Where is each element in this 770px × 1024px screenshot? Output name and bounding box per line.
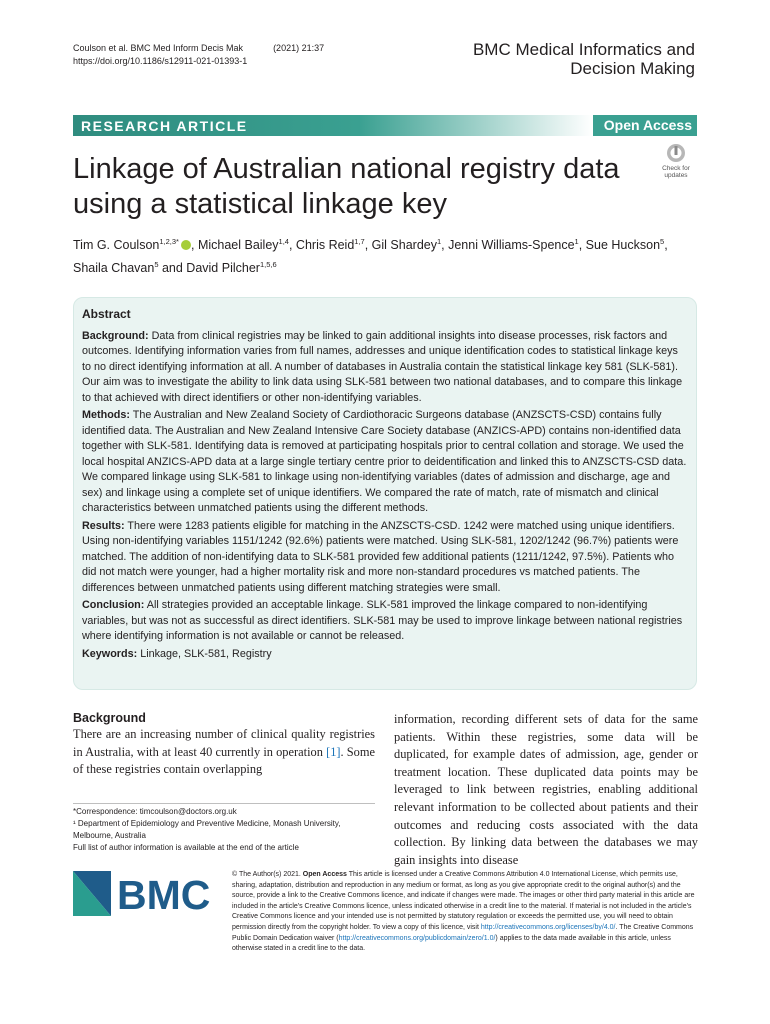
- body-paragraph: [73, 726, 375, 779]
- abstract-section-label: Background:: [82, 329, 149, 342]
- article-title-line2: using a statistical linkage key: [73, 188, 447, 220]
- section-heading-background: Background: [73, 711, 146, 725]
- abstract-box: [73, 297, 697, 690]
- author-separator: and: [158, 261, 187, 276]
- author-name: Gil Shardey: [371, 238, 437, 253]
- author-name: Jenni Williams-Spence: [448, 238, 575, 253]
- journal-name-line2: Decision Making: [570, 59, 695, 78]
- author-name: Tim G. Coulson: [73, 238, 160, 253]
- abstract-section-label: Conclusion:: [82, 599, 145, 611]
- author-affiliation: 1: [436, 237, 442, 246]
- body-text: . Some of these registries contain overlapping: [73, 744, 375, 777]
- abstract-section-text: Data from clinical registries may be linked to gain additional insights into disease processes, risk factors and outcomes. Identifying information varies from full names, addresses and unique identification codes to statistical linkage keys to no direct identifying information at all. A number of databases in Australia contain the statistical linkage key 581 (SLK-581). Our aim was to investigate the ability to link data using SLK-581 between two national databases, and to compare this linkage to that achieved with direct identifiers or other non-identifying variables.: [82, 329, 683, 404]
- footnote: [73, 806, 375, 854]
- author-affiliation: 1,4: [278, 237, 289, 246]
- author-affiliation: 1: [574, 237, 579, 246]
- license-text: [232, 870, 697, 955]
- copyright-text: © The Author(s) 2021.: [232, 871, 303, 878]
- body-right-column: [394, 711, 698, 869]
- abstract-section-text: The Australian and New Zealand Society of Cardiothoracic Surgeons database (ANZSCTS-CSD) contains fully identified data. The Australian and New Zealand Intensive Care Society database (ANZICS-APD) contains non-identified data together with SLK-581. Identifying data is removed at participating hospitals prior to central collation and storage. We used the local hospital ANZICS-APD data at a large single tertiary centre prior to deidentification and linked this to ANZSCTS-CSD data. We compared linkage using SLK-581 to linkage using non-identifying variables (dates of admission and discharge, age and sex) and linkage using a complete set of unique identifiers. We compared the rate of match, rate of mismatch and clinical characteristics between unmatched patients using the different methods.: [82, 409, 687, 514]
- author-separator: ,: [664, 238, 668, 253]
- abstract-section-label: Keywords:: [82, 647, 138, 660]
- author-name: Sue Huckson: [585, 238, 661, 253]
- author-name: Chris Reid: [295, 238, 355, 253]
- abstract-background: [82, 329, 688, 407]
- author-separator: ,: [288, 238, 296, 253]
- article-title: [73, 152, 633, 222]
- author-name: Michael Bailey: [197, 238, 279, 253]
- check-for-updates-badge[interactable]: [654, 142, 698, 180]
- author-separator: ,: [578, 238, 586, 253]
- orcid-icon[interactable]: [181, 240, 191, 250]
- abstract-section-label: Results:: [82, 519, 125, 532]
- journal-name: [473, 40, 695, 78]
- citation-text: Coulson et al. BMC Med Inform Decis Mak: [73, 43, 244, 53]
- article-type-label: RESEARCH ARTICLE: [81, 118, 248, 134]
- open-access-label: Open Access: [603, 117, 692, 133]
- citation-year: (2021) 21:37: [273, 43, 325, 53]
- citation-header: [73, 42, 324, 68]
- author-list: [73, 232, 703, 278]
- license-body: This article is licensed under a Creative Commons Attribution 4.0 International License, which permits use, sharing, adaptation, distribution and reproduction in any medium or format, as long as you give appropriate credit to the original author(s) and the source, provide a link to the Creative Commons licence, and indicate if changes were made. The images or other third party material in this article are included in the article's Creative Commons licence, unless indicated otherwise in a credit line to the material. If material is not included in the article's Creative Commons licence and your intended use is not permitted by statutory regulation or exceeds the permitted use, you will need to obtain permission directly from the copyright holder. To view a copy of this licence, visit: [232, 871, 695, 931]
- citation-link[interactable]: [1]: [326, 744, 341, 759]
- bmc-logo: [73, 871, 218, 916]
- abstract-keywords: [82, 647, 688, 663]
- body-left-column: [73, 711, 375, 779]
- doi-link[interactable]: https://doi.org/10.1186/s12911-021-01393-1: [73, 56, 248, 66]
- body-paragraph: information, recording different sets of data for the same patients. Within these registries, some data will be duplicated, for example dates of admission, age, gender or treatment location. These duplicated data points may be leveraged to link between registries, enabling additional relevant information to be collected about patients and their outcomes and reducing costs associated with the data collection. By linking data between the databases we may gain insights into disease: [394, 712, 698, 867]
- correspondence-email[interactable]: *Correspondence: timcoulson@doctors.org.uk: [73, 807, 237, 816]
- abstract-heading: Abstract: [82, 307, 131, 321]
- check-updates-line1: Check for: [662, 165, 690, 172]
- author-info-note: Full list of author information is available at the end of the article: [73, 843, 299, 852]
- body-text: There are an increasing number of clinical quality registries in Australia, with at least 40 currently in operation: [73, 727, 375, 759]
- author-name: Shaila Chavan: [73, 261, 155, 276]
- open-access-label: Open Access: [302, 871, 347, 878]
- footnote-divider: [73, 803, 375, 804]
- public-domain-link[interactable]: http://creativecommons.org/publicdomain/zero/1.0/: [338, 934, 496, 942]
- author-affiliation: 1,5,6: [259, 260, 277, 270]
- abstract-section-text: Linkage, SLK-581, Registry: [140, 647, 272, 660]
- author-affiliation: 1,2,3*: [159, 237, 179, 246]
- journal-name-line1: BMC Medical Informatics and: [472, 40, 695, 59]
- author-separator: ,: [190, 238, 198, 253]
- abstract-section-text: There were 1283 patients eligible for matching in the ANZSCTS-CSD. 1242 were matched using unique identifiers. Using non-identifying variables 1151/1242 (92.6%) patients were matched. Using SLK-581, 1202/1242 (96.7%) patients were matched. The addition of non-identifying data to SLK-581 provided few additional patients (1211/1242, 97.5%). Patients who did not match were younger, had a higher mortality risk and more non-standard procedures vs matched patients. The differences between unmatched patients using different matching strategies were small.: [82, 519, 679, 594]
- license-link[interactable]: http://creativecommons.org/licenses/by/4.0/: [480, 923, 616, 931]
- abstract-results: [82, 519, 688, 597]
- license-body: ) applies to the data made available in this article, unless otherwise stated in a credit line to the data.: [232, 934, 671, 953]
- author-name: David Pilcher: [186, 261, 260, 276]
- abstract-section-text: All strategies provided an acceptable linkage. SLK-581 improved the linkage compared to non-identifying variables, but was not as successful as direct identifiers. SLK-581 may be used to improve linkage between national registries where identifying information is not available or cannot be released.: [82, 599, 683, 642]
- author-affiliation: 5: [154, 260, 159, 270]
- check-updates-icon: [654, 142, 698, 180]
- author-separator: ,: [364, 238, 372, 253]
- affiliation-note: ¹ Department of Epidemiology and Preventive Medicine, Monash University, Melbourne, Australia: [73, 819, 341, 840]
- author-affiliation: 5: [660, 237, 665, 246]
- bmc-logo-icon: [73, 871, 218, 916]
- article-title-line1: Linkage of Australian national registry data: [73, 153, 620, 185]
- abstract-conclusion: [82, 598, 688, 645]
- abstract-section-label: Methods:: [82, 409, 130, 421]
- bmc-logo-text: BMC: [117, 872, 211, 916]
- license-body: . The Creative Commons Public Domain Dedication waiver (: [232, 923, 694, 942]
- author-separator: ,: [441, 238, 449, 253]
- author-affiliation: 1,7: [354, 237, 365, 246]
- check-updates-line2: updates: [664, 172, 688, 179]
- abstract-methods: [82, 408, 688, 517]
